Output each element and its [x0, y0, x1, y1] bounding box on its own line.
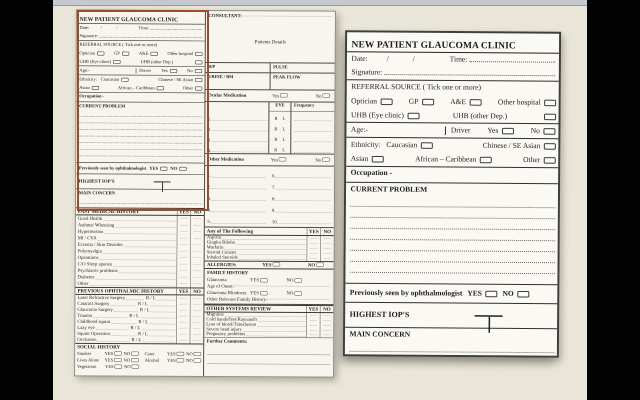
checkbox-icon: [517, 291, 529, 298]
option-label: UHB (other Dep.): [452, 111, 508, 121]
item-label: Loss of blood/Transfusion: [206, 322, 257, 328]
yes-label: YES: [104, 350, 114, 356]
line-number: 2.: [207, 185, 212, 191]
pmh-item: Hypertension: [77, 229, 104, 235]
pmh-item: MI / CVA: [77, 235, 97, 241]
oph-item: Glaucoma Surgery: [77, 307, 114, 313]
social-item: Lives Alone: [77, 357, 100, 363]
checkbox-icon: [115, 364, 123, 368]
checkbox-icon: [380, 98, 392, 105]
yes-label: YES: [250, 277, 260, 283]
no-label: No: [315, 93, 322, 99]
checkbox-icon: [480, 156, 492, 163]
checkbox-icon: [316, 263, 324, 267]
signature-fill-line: [384, 68, 555, 76]
yes-label: YES: [262, 262, 272, 268]
numbered-line: [272, 190, 332, 202]
social-row: [75, 363, 203, 370]
letterbox-right: [587, 0, 640, 400]
no-label: NO: [170, 166, 178, 171]
checkbox-icon: [407, 112, 419, 119]
option-label: Asian: [79, 85, 90, 91]
ethnicity-row-1: [346, 138, 560, 153]
pmh-item: Polymyalgia: [77, 248, 102, 254]
yes-label: YES: [105, 363, 114, 369]
rl-cell: R L: [268, 132, 290, 143]
highest-iop-label: HIGHEST IOP'S: [349, 310, 410, 320]
item-label: Severe head injury: [206, 327, 242, 333]
letterbox-left: [0, 0, 53, 400]
age-driver-row: [346, 123, 560, 139]
option-label: Other: [523, 155, 541, 164]
no-label: NO: [307, 263, 316, 269]
no-label: NO: [123, 357, 131, 363]
medication-row: [205, 143, 334, 154]
checkbox-icon: [422, 99, 434, 106]
row-number: 1.: [207, 116, 212, 122]
checkbox-icon: [114, 351, 122, 355]
previously-seen-label: Previously seen by ophthalmologist: [349, 288, 463, 298]
pmh-item: Good Health: [77, 216, 103, 222]
yes-label: YES: [249, 290, 259, 296]
yes-label: YES: [149, 165, 159, 171]
checkbox-icon: [177, 358, 185, 362]
line-number: 9.: [271, 208, 276, 214]
yes-label: Yes: [487, 126, 499, 135]
date-slash: /: [116, 25, 118, 31]
form-title: NEW PATIENT GLAUCOMA CLINIC: [347, 32, 561, 53]
checkbox-icon: [544, 113, 556, 120]
checkbox-icon: [194, 358, 202, 362]
social-item: Carer: [144, 350, 155, 356]
medication-lines: [205, 166, 334, 228]
checkbox-icon: [131, 358, 139, 362]
rl-cell: R L: [268, 122, 290, 133]
osr-heading: OTHER SYSTEMS REVIEW: [206, 305, 272, 312]
line-number: 7.: [272, 185, 276, 191]
checkbox-icon: [372, 156, 384, 163]
yes-label: YES: [467, 289, 483, 298]
oph-heading: PREVIOUS OPHTHALMIC HISTORY: [77, 288, 164, 295]
no-label: NO: [186, 357, 193, 363]
checkbox-icon: [131, 351, 139, 355]
urine-bm-label: URINE / BM: [208, 74, 234, 80]
no-column-header: NO: [320, 228, 334, 235]
yes-column-header: YES: [176, 288, 190, 294]
oph-item: Childhood squint: [77, 319, 111, 325]
time-label: Time:: [138, 25, 150, 31]
option-label: African – Caribbean: [117, 85, 155, 91]
no-label: No: [530, 126, 540, 135]
occupation-label: Occupation -: [76, 93, 204, 103]
consultant-row: [206, 11, 335, 22]
right-left-label: R / L: [138, 319, 149, 325]
checkbox-icon: [194, 352, 202, 356]
numbered-line: [207, 213, 267, 225]
item-label: Gingko Biloba: [206, 240, 235, 246]
zoomed-top-section: [345, 32, 561, 357]
right-left-label: R / L: [130, 325, 141, 331]
pmh-item: C/O Sleep apnoea: [77, 261, 112, 268]
oph-item: Squint Operation: [77, 331, 110, 337]
date-slash: /: [386, 55, 389, 64]
highest-iop-row: [345, 303, 559, 329]
option-label: A&E: [138, 51, 149, 56]
main-concern-label: MAIN CONCERN: [78, 190, 116, 196]
yes-label: Yes: [161, 68, 168, 74]
patients-details-cell: Patients Details: [206, 21, 335, 64]
option-label: GP: [408, 97, 419, 106]
current-problem-label: CURRENT PROBLEM: [79, 103, 126, 109]
checkbox-icon: [294, 278, 302, 282]
yes-label: YES: [104, 357, 114, 363]
social-item: Smoker: [77, 350, 92, 356]
numbered-line: [207, 202, 267, 214]
driver-label: Driver: [450, 126, 471, 135]
checkbox-icon: [544, 157, 556, 164]
referral-options-row-2: [346, 109, 560, 124]
checkbox-icon: [294, 291, 302, 295]
checkbox-icon: [421, 142, 433, 149]
current-problem-section: [345, 183, 560, 285]
option-label: Other: [182, 85, 193, 91]
option-label: Asian: [350, 154, 369, 163]
any-following-heading: Any of The Following: [206, 228, 253, 235]
no-label: No: [315, 157, 322, 163]
current-problem-label: CURRENT PROBLEM: [350, 185, 428, 194]
oph-item: Occlusion: [77, 337, 97, 343]
date-slash: /: [100, 25, 102, 31]
no-label: NO: [124, 363, 131, 369]
row-number: 3.: [207, 137, 212, 143]
driver-label: Driver: [139, 68, 152, 73]
checkbox-icon: [544, 99, 556, 106]
option-label: Optician: [351, 97, 378, 106]
yes-label: Yes: [272, 93, 280, 99]
option-label: A&E: [450, 97, 467, 106]
item-label: Warfarin: [206, 245, 224, 251]
no-column-header: NO: [190, 288, 204, 294]
no-column-header: NO: [190, 209, 204, 215]
checkbox-icon: [177, 352, 185, 356]
family-history-heading: FAMILY HISTORY: [207, 270, 249, 276]
family-item: Glaucoma: [207, 277, 227, 283]
option-label: GP: [114, 50, 120, 56]
peak-flow-label: PEAK FLOW: [270, 73, 335, 89]
age-label: Age:-: [79, 67, 90, 73]
checkbox-icon: [132, 364, 140, 368]
line-number: 1.: [207, 173, 212, 179]
oph-item: Laser Refractive Surgery: [77, 295, 126, 301]
time-label: Time:: [449, 55, 468, 64]
numbered-line: [272, 179, 332, 191]
family-history-section: [204, 269, 333, 305]
age-label: Age:-: [350, 125, 369, 134]
medication-row: [205, 122, 334, 133]
line-number: 4.: [207, 208, 211, 214]
family-row: [204, 296, 333, 303]
option-label: Other hospital: [497, 98, 541, 107]
pmh-item: Operations: [77, 255, 99, 261]
no-column-header: NO: [320, 306, 334, 312]
item-label: Migraine: [206, 312, 224, 318]
oph-item: Lazy eye: [77, 325, 95, 331]
form-right-column: [204, 11, 335, 377]
pmh-item: Diabetes: [77, 274, 95, 280]
checkbox-icon: [260, 278, 268, 282]
eye-medication-table: [205, 102, 334, 155]
no-label: NO: [123, 350, 131, 356]
referral-options-row-1: [347, 94, 561, 110]
vitals-row-1: [206, 63, 335, 74]
option-label: UHB (Eye clinic): [351, 111, 404, 120]
date-slash: /: [412, 55, 415, 64]
checkbox-icon: [279, 157, 287, 161]
numbered-line: [208, 179, 268, 191]
medication-row: [205, 132, 334, 143]
allergies-label: ALLERGIES:: [207, 262, 237, 268]
numbered-line: [272, 213, 332, 225]
highest-iop-label: HIGHEST IOP'S: [78, 178, 115, 184]
numbered-line: [208, 167, 268, 179]
glaucoma-form-top-section: [345, 32, 561, 357]
checkbox-icon: [114, 358, 122, 362]
option-label: UHB (Eye clinic): [79, 59, 112, 65]
time-fill-line: [469, 55, 555, 63]
oph-item: Cataract Surgery: [77, 301, 110, 307]
checkbox-icon: [544, 143, 556, 150]
checkbox-icon: [322, 157, 330, 161]
referral-source-heading: REFERRAL SOURCE ( Tick one or more): [351, 82, 481, 92]
numbered-line: [272, 202, 332, 214]
checkbox-icon: [260, 291, 268, 295]
item-label: Aspirin: [206, 235, 222, 241]
date-label: Date:: [79, 25, 90, 31]
checkbox-icon: [323, 93, 331, 97]
iop-tee-mark-icon: [475, 315, 503, 317]
row-number: 4.: [207, 148, 212, 154]
previously-seen-row: [345, 284, 559, 304]
medication-row: [205, 111, 334, 122]
option-label: Chinese / SE Asian: [482, 141, 541, 150]
family-item: Glaucoma Blindness: [206, 290, 247, 296]
date-label: Date:: [351, 54, 368, 63]
bp-label: B/P: [208, 64, 216, 70]
ocular-medication-row: [205, 90, 334, 103]
row-number: 2.: [207, 127, 212, 133]
zoomed-form-panel: [343, 30, 561, 358]
checkbox-icon: [485, 290, 497, 297]
vitals-row-2: [206, 73, 335, 91]
numbered-line: [272, 167, 332, 179]
previously-seen-label: Previously seen by ophthalmologist: [78, 165, 147, 171]
line-number: 5.: [207, 219, 211, 225]
signature-row: [347, 66, 561, 82]
checkbox-icon: [273, 262, 281, 266]
ethnicity-label: Ethnicity:: [79, 76, 98, 82]
line-number: 8.: [271, 196, 276, 202]
yes-column-header: YES: [177, 209, 191, 215]
option-label: Caucasian: [100, 76, 120, 82]
yes-label: YES: [167, 357, 176, 363]
no-label: NO: [286, 290, 294, 296]
option-label: African – Caribbean: [415, 154, 477, 164]
no-label: NO: [286, 277, 294, 283]
other-medication-label: Other Medication: [207, 157, 244, 163]
further-comments-label: Further Comments:: [206, 338, 248, 344]
checkbox-icon: [470, 99, 482, 106]
social-heading: SOCIAL HISTORY: [75, 343, 203, 351]
no-label: NO: [186, 351, 193, 357]
main-concern-label: MAIN CONCERN: [349, 330, 411, 339]
item-label: Pregnancy problems: [206, 331, 246, 337]
line-number: 6.: [272, 173, 276, 179]
consultant-label: CONSULTANT:: [208, 13, 242, 19]
checkbox-icon: [502, 128, 514, 135]
rl-cell: R L: [268, 111, 290, 122]
family-item: Other Relevant Family History:-: [206, 296, 269, 303]
yes-column-header: YES: [307, 228, 321, 235]
social-item: Alcohol: [144, 357, 160, 363]
pulse-label: PULSE: [270, 63, 335, 72]
pmh-item: Psychiatric problems: [77, 268, 118, 274]
family-item: Age of Onset:-: [207, 283, 236, 289]
right-left-label: R / L: [129, 313, 140, 319]
window-top-edge: [53, 0, 587, 6]
pmh-heading: PAST MEDICAL HISTORY: [77, 208, 140, 215]
checkbox-icon: [280, 93, 288, 97]
occupation-label: Occupation -: [346, 167, 560, 184]
numbered-line: [207, 190, 267, 202]
right-left-label: R / L: [138, 331, 148, 337]
rl-cell: R L: [268, 143, 290, 154]
form-title: NEW PATIENT GLAUCOMA CLINIC: [77, 12, 205, 25]
pmh-item: Eczema / Skin Disorder: [77, 242, 123, 248]
option-label: Caucasian: [386, 140, 418, 150]
right-left-label: R / L: [131, 337, 142, 343]
yes-label: Yes: [270, 157, 278, 163]
yes-column-header: YES: [306, 306, 320, 312]
other-medication-row: [205, 154, 334, 167]
frequency-column-header: Frequency: [290, 102, 334, 111]
item-label: Inhaled Steroids: [206, 255, 238, 261]
option-label: Chinese / SE Asian: [158, 77, 194, 83]
ocular-medication-label: Ocular Medication: [208, 93, 247, 99]
ethnicity-row-2: [346, 152, 560, 168]
writing-line: [207, 355, 330, 365]
checkbox-icon: [543, 128, 555, 135]
signature-label: Signature:: [351, 68, 383, 77]
right-left-label: R / L: [138, 301, 148, 307]
line-number: 10.: [271, 219, 278, 225]
item-label: Steroid Creams: [206, 250, 237, 256]
signature-label: Signature:: [79, 33, 99, 39]
option-label: Other hospital: [167, 51, 194, 57]
no-label: No: [187, 68, 193, 74]
right-left-label: R / L: [139, 307, 150, 313]
line-number: 3.: [207, 196, 212, 202]
item-label: Cold hands/feet/Raynaud's: [206, 317, 258, 323]
option-label: Optician: [79, 50, 95, 56]
pmh-item: Other: [77, 281, 89, 287]
yes-label: YES: [167, 351, 176, 357]
right-left-label: R / L: [145, 295, 156, 301]
ethnicity-label: Ethnicity:: [350, 140, 381, 149]
referral-source-heading: REFERRAL SOURCE ( Tick one or more): [79, 42, 158, 48]
option-label: UHB (other Dep.): [140, 59, 174, 65]
oph-item: Trauma: [77, 313, 92, 319]
pmh-item: Asthma/ Wheezing: [77, 222, 115, 229]
no-label: NO: [502, 289, 514, 298]
eye-column-header: EYE: [268, 102, 290, 111]
main-concern-section: [345, 328, 559, 358]
social-item: Vegetarian: [77, 363, 97, 369]
